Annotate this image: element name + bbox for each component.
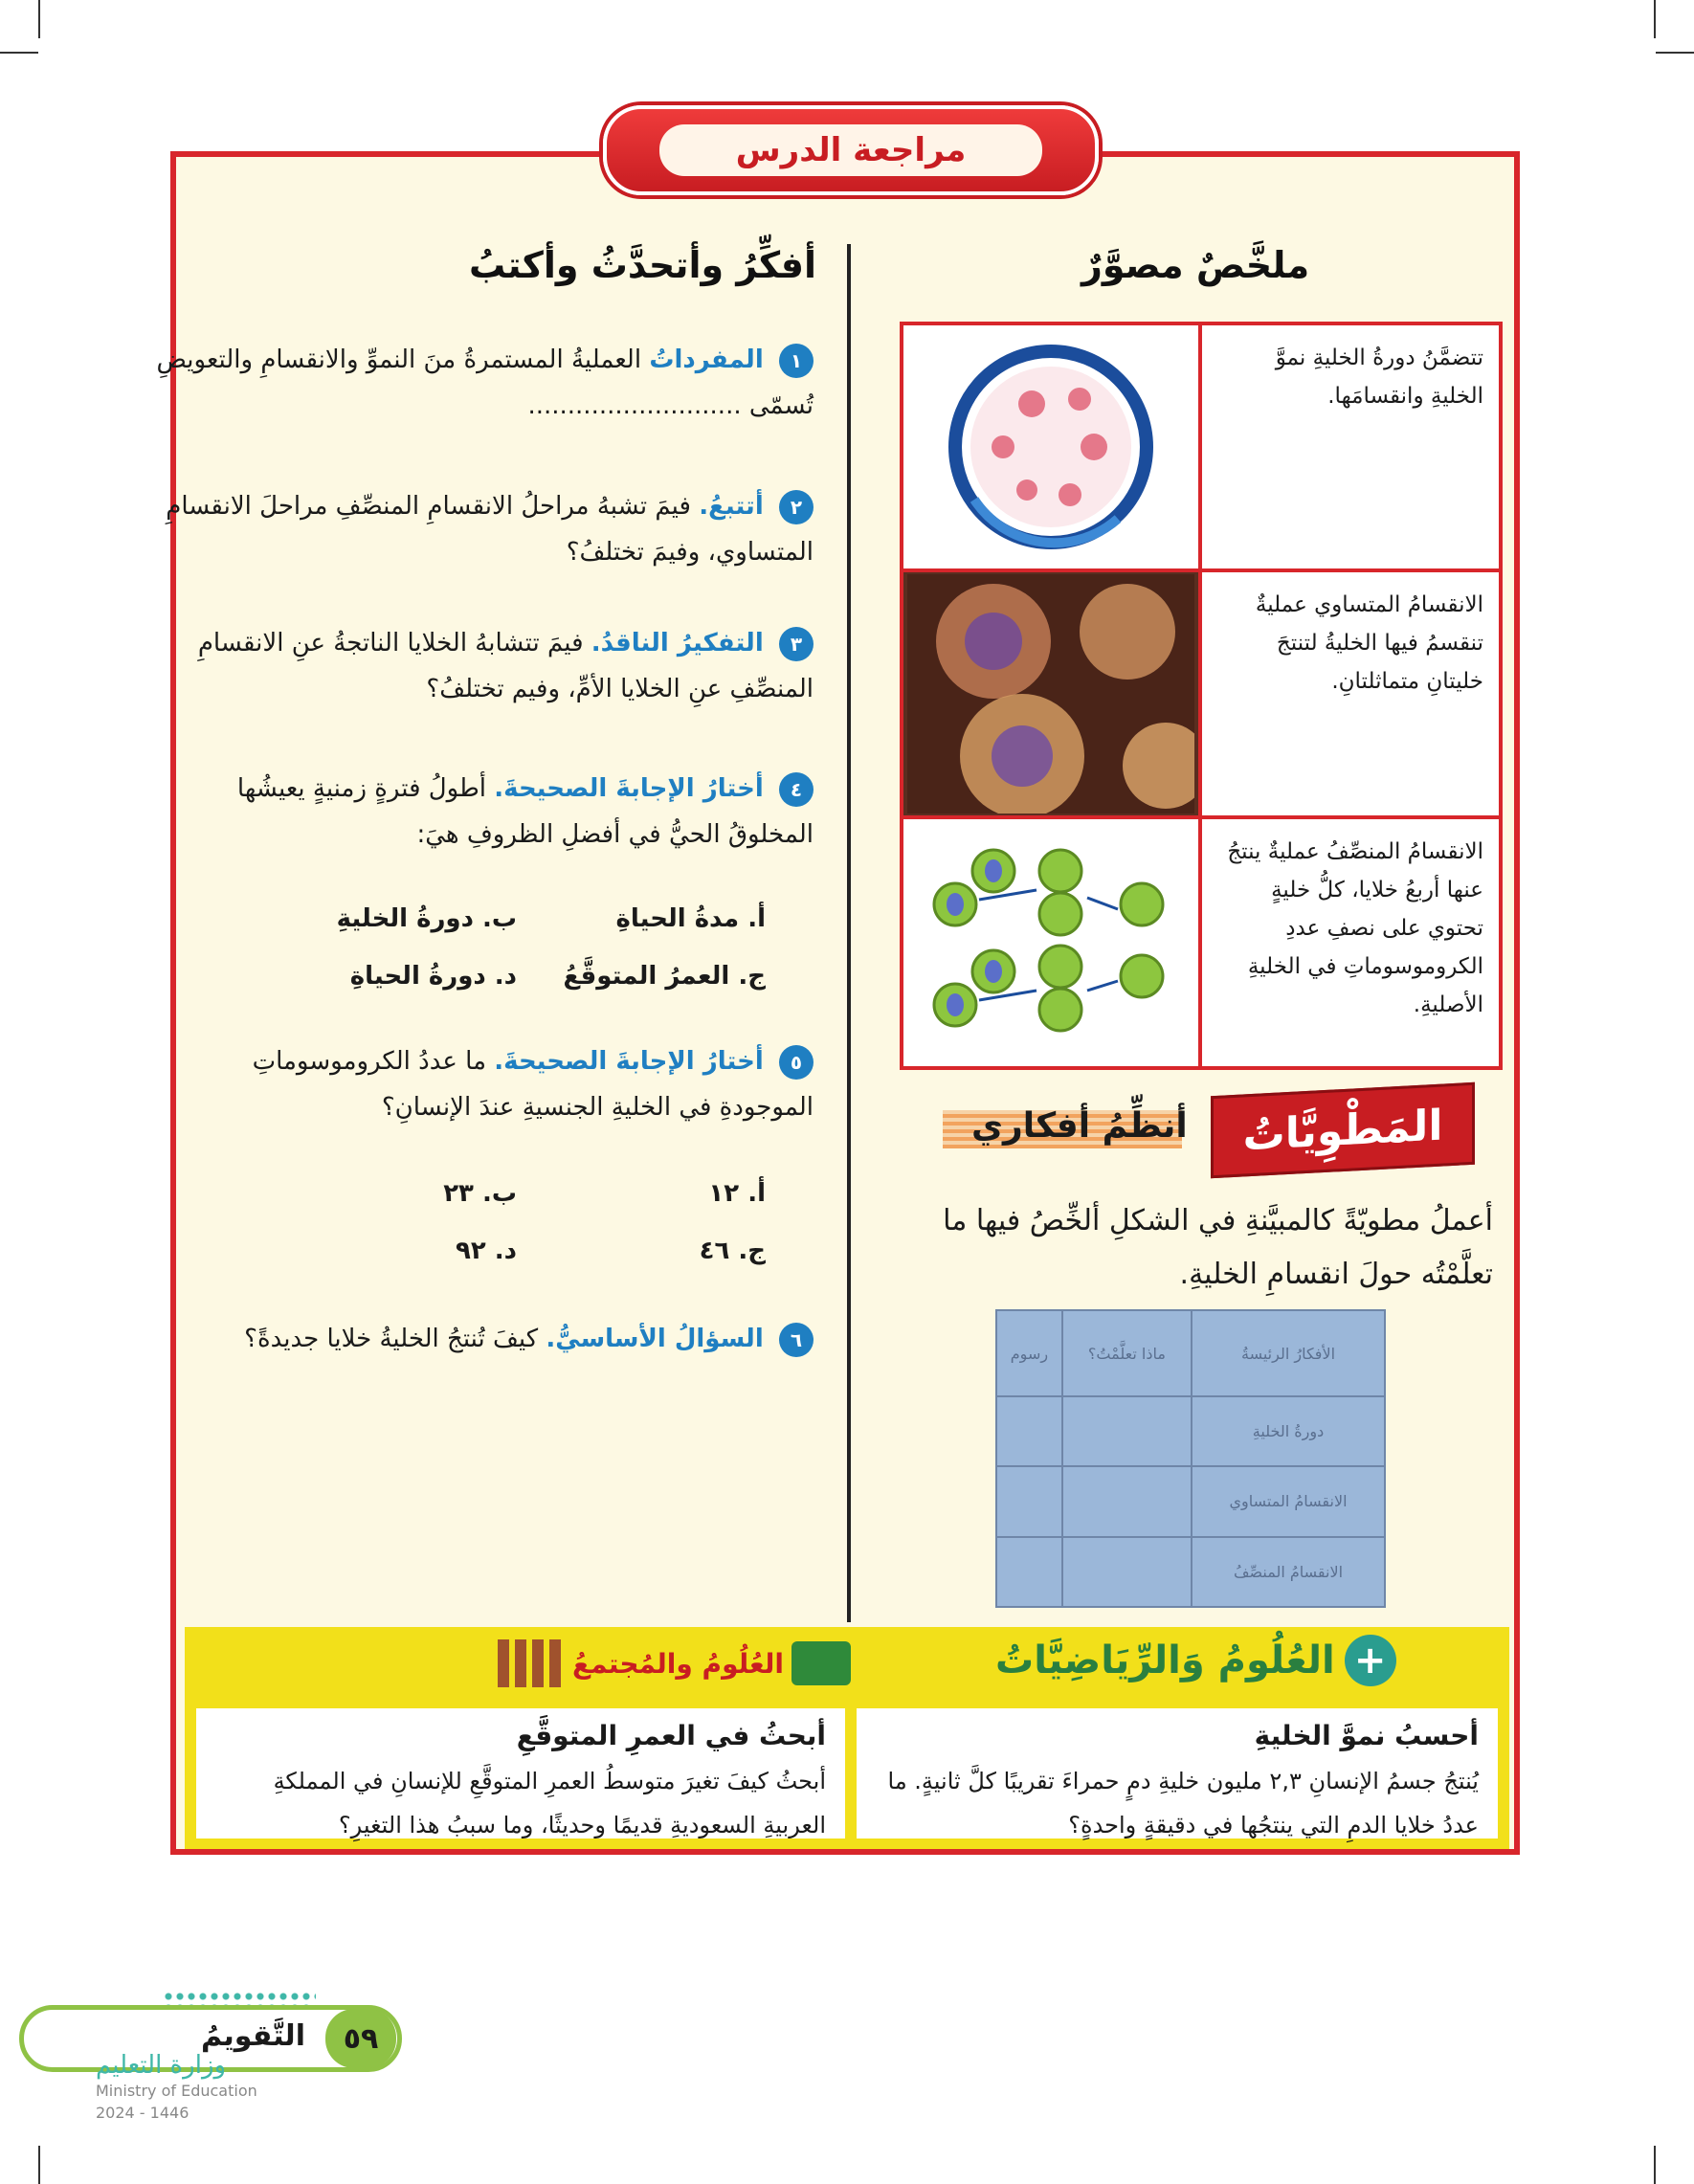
society-text: أبحثُ كيفَ تغيرَ متوسطُ العمرِ المتوقَّعِ للإنسانِ في المملكةِ العربيةِ السعوديةِ قديمًا وحديثًا، وما سببُ هذا التغيرِ؟ bbox=[273, 1768, 826, 1839]
summary-text: تتضمَّنُ دورةُ الخليةِ نموَّ الخليةِ وانقسامَها. bbox=[1198, 325, 1499, 568]
foldable-row-label: الانقسامُ المنصِّفُ bbox=[1192, 1537, 1385, 1607]
section-label: التَّقويمُ bbox=[201, 2019, 305, 2053]
q4-option-d[interactable]: د. دورةُ الحياةِ bbox=[349, 962, 517, 991]
question-text: ما عددُ الكروموسوماتِ الموجودةِ في الخليةِ الجنسيةِ عندَ الإنسانِ؟ bbox=[252, 1047, 814, 1122]
q5-option-d[interactable]: د. ٩٢ bbox=[455, 1237, 517, 1265]
saudi-flag-icon bbox=[791, 1641, 851, 1685]
question-number: ٤ bbox=[779, 772, 814, 807]
question-text: فيمَ تشبهُ مراحلُ الانقسامِ المنصِّفِ مراحلَ الانقسامِ المتساوي، وفيمَ تختلفُ؟ bbox=[166, 492, 814, 567]
ministry-name-ar: وزارة التعليم bbox=[96, 2051, 227, 2080]
question-5 bbox=[153, 1038, 814, 1130]
society-heading: أبحثُ في العمرِ المتوقَّعِ bbox=[516, 1720, 826, 1751]
foldable-header: رسوم bbox=[996, 1310, 1062, 1396]
mitosis-image bbox=[903, 572, 1198, 815]
crop-mark bbox=[1654, 0, 1656, 38]
question-text: فيمَ تتشابهُ الخلايا الناتجةُ عنِ الانقسامِ المنصِّفِ عنِ الخلايا الأمِّ، وفيم تختلفُ؟ bbox=[197, 629, 814, 703]
crop-mark bbox=[1656, 52, 1694, 54]
summary-row bbox=[903, 815, 1499, 1066]
visual-summary-title: ملخَّصٌ مصوَّرٌ bbox=[1081, 244, 1310, 286]
math-heading: أحسبُ نموَّ الخليةِ bbox=[1254, 1720, 1479, 1751]
foldable-row-label: الانقسامُ المتساوي bbox=[1192, 1466, 1385, 1536]
cell-cycle-image bbox=[903, 325, 1198, 568]
question-keyword: أختارُ الإجابةَ الصحيحةَ. bbox=[494, 774, 764, 803]
family-icon bbox=[498, 1639, 565, 1687]
math-section-title bbox=[995, 1627, 1396, 1694]
visual-summary-table bbox=[900, 322, 1503, 1070]
question-number: ٣ bbox=[779, 627, 814, 661]
banner-title: مراجعة الدرس bbox=[659, 124, 1042, 176]
question-text: أطولُ فترةٍ زمنيةٍ يعيشُها المخلوقُ الحيُّ في أفضلِ الظروفِ هيَ: bbox=[236, 774, 814, 849]
plus-icon: + bbox=[1345, 1635, 1396, 1686]
math-text: يُنتجُ جسمُ الإنسانِ ٢,٣ مليون خليةِ دمٍ حمراءَ تقريبًا كلَّ ثانيةٍ. ما عددُ خلايا الدمِ التي ينتجُها في دقيقةٍ واحدةٍ؟ bbox=[887, 1768, 1479, 1839]
crop-mark bbox=[1654, 2146, 1656, 2184]
q4-option-b[interactable]: ب. دورةُ الخليةِ bbox=[336, 904, 517, 933]
question-number: ٦ bbox=[779, 1323, 814, 1357]
foldables-brand: المَطْوِيَّاتُ bbox=[1211, 1082, 1475, 1178]
question-text: العمليةُ المستمرةُ منَ النموِّ والانقسامِ والتعويضِ تُسمّى ........................... bbox=[156, 345, 814, 420]
lesson-review-banner bbox=[603, 105, 1099, 195]
question-number: ٥ bbox=[779, 1045, 814, 1080]
question-keyword: التفكيرُ الناقدُ. bbox=[591, 629, 764, 657]
meiosis-image bbox=[903, 819, 1198, 1066]
column-divider bbox=[847, 244, 851, 1622]
crop-mark bbox=[38, 2146, 40, 2184]
q5-option-c[interactable]: ج. ٤٦ bbox=[699, 1237, 766, 1265]
q4-option-a[interactable]: أ. مدةُ الحياةِ bbox=[615, 904, 766, 933]
crop-mark bbox=[0, 52, 38, 54]
q5-option-a[interactable]: أ. ١٢ bbox=[708, 1179, 766, 1208]
society-activity-box bbox=[196, 1708, 845, 1839]
foldable-header: ماذا تعلَّمْتُ؟ bbox=[1062, 1310, 1192, 1396]
question-keyword: السؤالُ الأساسيُّ. bbox=[546, 1325, 764, 1353]
think-talk-write-title: أفكِّرُ وأتحدَّثُ وأكتبُ bbox=[469, 244, 817, 286]
foldable-table bbox=[995, 1309, 1386, 1608]
summary-row bbox=[903, 568, 1499, 815]
question-6 bbox=[153, 1316, 814, 1362]
society-section-title bbox=[498, 1625, 851, 1702]
page-number: ٥٩ bbox=[325, 2009, 396, 2068]
math-title: العُلُومُ وَالرِّيَاضِيَّاتُ bbox=[995, 1638, 1335, 1683]
question-keyword: أختارُ الإجابةَ الصحيحةَ. bbox=[494, 1047, 764, 1076]
summary-row bbox=[903, 322, 1499, 568]
foldables-banner bbox=[943, 1089, 1488, 1166]
q5-option-b[interactable]: ب. ٢٣ bbox=[443, 1179, 517, 1208]
summary-text: الانقسامُ المتساوي عمليةٌ تنقسمُ فيها الخليةُ لتنتجَ خليتانِ متماثلتانِ. bbox=[1198, 572, 1499, 815]
question-2 bbox=[153, 483, 814, 575]
foldable-row-label: دورةُ الخليةِ bbox=[1192, 1396, 1385, 1466]
question-1 bbox=[153, 337, 814, 429]
edition-year: 2024 - 1446 bbox=[96, 2104, 189, 2122]
question-keyword: المفرداتُ bbox=[649, 345, 764, 374]
question-3 bbox=[153, 620, 814, 712]
question-text: كيفَ تُنتجُ الخليةُ خلايا جديدةً؟ bbox=[244, 1325, 539, 1353]
math-activity-box bbox=[857, 1708, 1498, 1839]
crop-mark bbox=[38, 0, 40, 38]
question-number: ١ bbox=[779, 344, 814, 378]
society-title: العُلُومُ والمُجتمعُ bbox=[572, 1647, 784, 1680]
foldable-example-image bbox=[995, 1309, 1386, 1608]
q4-option-c[interactable]: ج. العمرُ المتوقَّعُ bbox=[563, 962, 766, 991]
question-4 bbox=[153, 766, 814, 858]
foldables-text: أعملُ مطويّةً كالمبيَّنةِ في الشكلِ ألخِّصُ فيها ما تعلَّمْتُه حولَ انقسامِ الخليةِ. bbox=[943, 1204, 1493, 1291]
summary-text: الانقسامُ المنصِّفُ عمليةٌ ينتجُ عنها أربعُ خلايا، كلُّ خليةٍ تحتوي على نصفِ عددِ الكروموسوماتِ في الخليةِ الأصليةِ. bbox=[1198, 819, 1499, 1066]
foldable-header: الأفكارُ الرئيسةُ bbox=[1192, 1310, 1385, 1396]
question-keyword: أتتبعُ. bbox=[699, 492, 764, 521]
question-number: ٢ bbox=[779, 490, 814, 524]
foldables-subtitle: أنظِّمُ أفكاري bbox=[971, 1106, 1188, 1146]
ministry-name-en: Ministry of Education bbox=[96, 2082, 257, 2100]
